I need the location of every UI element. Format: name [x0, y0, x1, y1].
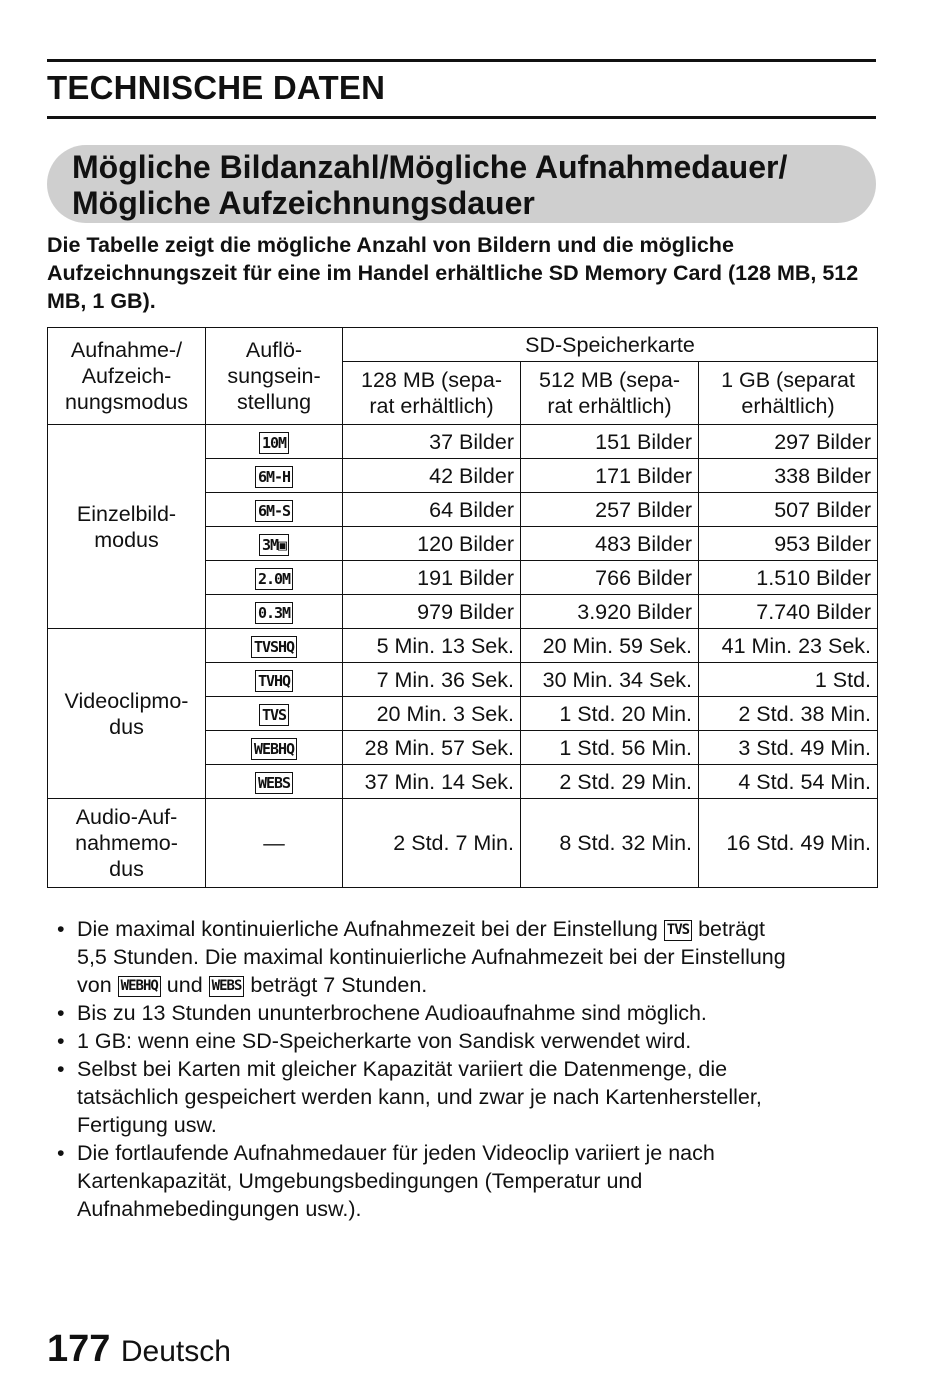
- table-row: Audio-Auf- nahmemo- dus — 2 Std. 7 Min. 8 Std. 32 Min. 16 Std. 49 Min.: [48, 799, 878, 888]
- resolution-6m-s-icon: 6M-S: [255, 500, 293, 522]
- video-tv-s-icon: TVS: [664, 920, 692, 941]
- page-heading: [72, 149, 787, 221]
- header-1gb: 1 GB (separat erhältlich): [699, 362, 878, 425]
- bullet-icon: •: [57, 1057, 65, 1081]
- resolution-0-3m-icon: 0.3M: [255, 602, 293, 624]
- table-header-row: [48, 328, 878, 362]
- video-web-hq-icon: WEBHQ: [118, 976, 161, 997]
- resolution-10m-icon: 10M: [259, 432, 289, 454]
- heading-line-1: Mögliche Bildanzahl/Mögliche Aufnahmedauer/: [72, 149, 788, 185]
- heading-line-2: Mögliche Aufzeichnungsdauer: [72, 185, 535, 221]
- page-number: 177: [47, 1328, 111, 1370]
- language-label: Deutsch: [120, 1335, 231, 1368]
- video-tv-hq-icon: TVHQ: [255, 670, 293, 692]
- page-footer: [47, 1328, 231, 1371]
- table-row: 0.3M 979 Bilder 3.920 Bilder 7.740 Bilder: [48, 595, 878, 629]
- section-title: TECHNISCHE DATEN: [47, 69, 386, 106]
- audio-resolution-dash: —: [206, 799, 343, 888]
- header-512mb: 512 MB (sepa- rat erhältlich): [521, 362, 699, 425]
- list-item: • Die fortlaufende Aufnahmedauer für jeden Videoclip variiert je nach Kartenkapazität, Umgebungsbedingungen (Temperatur und Aufnahmebedingungen usw.).: [57, 1141, 715, 1221]
- notes-list: [57, 915, 887, 1223]
- table-row: 2.0M 191 Bilder 766 Bilder 1.510 Bilder: [48, 561, 878, 595]
- header-mode: Aufnahme-/ Aufzeich- nungsmodus: [48, 328, 206, 425]
- resolution-3m-icon: 3M▣: [259, 534, 289, 556]
- video-web-hq-icon: WEBHQ: [251, 738, 297, 760]
- table-row: 6M-H 42 Bilder 171 Bilder 338 Bilder: [48, 459, 878, 493]
- video-tv-shq-icon: TVSHQ: [251, 636, 297, 658]
- list-item: • Die maximal kontinuierliche Aufnahmezeit bei der Einstellung TVS beträgt 5,5 Stunden. Die maximal kontinuierliche Aufnahmezeit bei der Einstellung von WEBHQ und WEBS beträgt 7 Stunden.: [57, 917, 786, 997]
- resolution-6m-h-icon: 6M-H: [255, 466, 293, 488]
- bullet-icon: •: [57, 917, 65, 941]
- resolution-2m-icon: 2.0M: [255, 568, 293, 590]
- section-rule: [47, 116, 876, 119]
- bullet-icon: •: [57, 1029, 65, 1053]
- intro-paragraph: Die Tabelle zeigt die mögliche Anzahl von Bildern und die mögliche Aufzeichnungszeit für eine im Handel erhältliche SD Memory Card (128 MB, 512 MB, 1 GB).: [47, 233, 859, 313]
- header-128mb: 128 MB (sepa- rat erhältlich): [343, 362, 521, 425]
- table-row: 3M▣ 120 Bilder 483 Bilder 953 Bilder: [48, 527, 878, 561]
- list-item: • Selbst bei Karten mit gleicher Kapazität variiert die Datenmenge, die tatsächlich gespeichert werden kann, und zwar je nach Kartenhersteller, Fertigung usw.: [57, 1057, 762, 1137]
- list-item: • 1 GB: wenn eine SD-Speicherkarte von Sandisk verwendet wird.: [57, 1029, 692, 1053]
- table-row: TVS 20 Min. 3 Sek. 1 Std. 20 Min. 2 Std. 38 Min.: [48, 697, 878, 731]
- heading-banner: [47, 145, 876, 223]
- table-row: TVHQ 7 Min. 36 Sek. 30 Min. 34 Sek. 1 Std.: [48, 663, 878, 697]
- video-web-s-icon: WEBS: [255, 772, 293, 794]
- group-audio-mode: Audio-Auf- nahmemo- dus: [48, 799, 206, 888]
- group-still-mode: Einzelbild- modus: [48, 425, 206, 629]
- table-row: 6M-S 64 Bilder 257 Bilder 507 Bilder: [48, 493, 878, 527]
- video-tv-s-icon: TVS: [259, 704, 289, 726]
- group-video-mode: Videoclipmo- dus: [48, 629, 206, 799]
- list-item: • Bis zu 13 Stunden ununterbrochene Audioaufnahme sind möglich.: [57, 1001, 707, 1025]
- top-rule: [47, 59, 876, 62]
- header-sd-card: SD-Speicherkarte: [343, 328, 878, 362]
- video-web-s-icon: WEBS: [209, 976, 245, 997]
- table-row: Videoclipmo- dus TVSHQ 5 Min. 13 Sek. 20 Min. 59 Sek. 41 Min. 23 Sek.: [48, 629, 878, 663]
- table-row: WEBHQ 28 Min. 57 Sek. 1 Std. 56 Min. 3 Std. 49 Min.: [48, 731, 878, 765]
- capacity-table: [47, 327, 878, 888]
- table-row: WEBS 37 Min. 14 Sek. 2 Std. 29 Min. 4 Std. 54 Min.: [48, 765, 878, 799]
- bullet-icon: •: [57, 1141, 65, 1165]
- bullet-icon: •: [57, 1001, 65, 1025]
- table-row: Einzelbild- modus 10M 37 Bilder 151 Bilder 297 Bilder: [48, 425, 878, 459]
- header-resolution: Auflö- sungsein- stellung: [206, 328, 343, 425]
